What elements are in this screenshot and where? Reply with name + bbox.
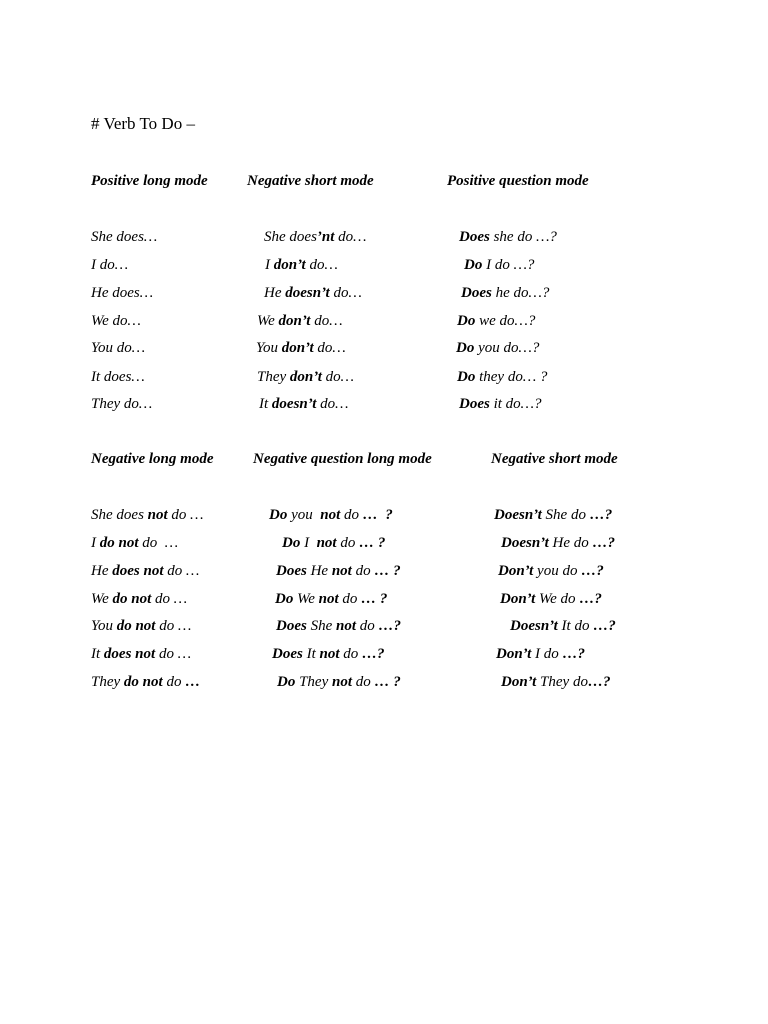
- conjugation-cell: [91, 228, 157, 246]
- bold-text-segment: Does: [459, 229, 490, 245]
- text-segment: We do: [535, 591, 580, 607]
- text-segment: I: [300, 535, 317, 551]
- text-segment: do: [352, 674, 375, 690]
- conjugation-cell: [265, 256, 338, 274]
- text-segment: we do…?: [475, 313, 536, 329]
- text-segment: You: [91, 618, 117, 634]
- conjugation-cell: [272, 645, 385, 663]
- text-segment: he do…?: [491, 285, 550, 301]
- column-header: Negative question long mode: [253, 451, 432, 467]
- text-segment: I: [265, 257, 274, 273]
- text-segment: He: [91, 563, 113, 579]
- bold-text-segment: …: [185, 674, 201, 690]
- conjugation-cell: [459, 395, 542, 413]
- bold-text-segment: Do: [269, 507, 288, 523]
- bold-text-segment: Don’t: [500, 591, 536, 607]
- column-header: Positive question mode: [447, 173, 589, 189]
- conjugation-cell: [496, 645, 585, 663]
- text-segment: do…: [310, 313, 343, 329]
- bold-text-segment: Don’t: [501, 674, 537, 690]
- bold-text-segment: … ?: [361, 591, 388, 607]
- bold-text-segment: Do: [457, 369, 476, 385]
- bold-text-segment: not: [332, 674, 353, 690]
- text-segment: you: [287, 507, 321, 523]
- conjugation-cell: [510, 617, 616, 635]
- bold-text-segment: Do: [277, 674, 296, 690]
- text-segment: do: [162, 674, 186, 690]
- conjugation-cell: [257, 312, 343, 330]
- text-segment: They: [295, 674, 333, 690]
- text-segment: I do: [531, 646, 563, 662]
- bold-text-segment: …?: [581, 563, 604, 579]
- bold-text-segment: not: [320, 507, 341, 523]
- conjugation-cell: [91, 590, 187, 608]
- text-segment: It: [302, 646, 320, 662]
- conjugation-cell: [91, 645, 191, 663]
- conjugation-cell: [269, 506, 393, 524]
- bold-text-segment: …?: [589, 507, 613, 523]
- text-segment: do…: [313, 340, 346, 356]
- text-segment: We: [293, 591, 319, 607]
- text-segment: It do: [557, 618, 594, 634]
- conjugation-cell: [500, 590, 602, 608]
- conjugation-cell: [259, 395, 348, 413]
- bold-text-segment: Don’t: [498, 563, 534, 579]
- text-segment: They do…: [91, 396, 153, 412]
- bold-text-segment: Do: [457, 313, 476, 329]
- bold-text-segment: do not: [123, 674, 163, 690]
- bold-text-segment: ’nt: [316, 229, 335, 245]
- document-title: # Verb To Do –: [91, 114, 195, 133]
- text-segment: They: [257, 369, 290, 385]
- text-segment: do …: [155, 618, 192, 634]
- bold-text-segment: not: [147, 507, 168, 523]
- conjugation-cell: [264, 228, 367, 246]
- bold-text-segment: …?: [593, 618, 616, 634]
- conjugation-cell: [501, 673, 610, 691]
- bold-text-segment: does not: [112, 563, 164, 579]
- text-segment: do: [339, 646, 363, 662]
- text-segment: do…: [316, 396, 349, 412]
- conjugation-cell: [282, 534, 385, 552]
- conjugation-cell: [501, 534, 615, 552]
- text-segment: We do…: [91, 313, 141, 329]
- conjugation-cell: [276, 617, 401, 635]
- text-segment: do: [336, 535, 360, 551]
- bold-text-segment: not: [336, 618, 357, 634]
- text-segment: They do: [536, 674, 588, 690]
- conjugation-cell: [91, 673, 200, 691]
- text-segment: She does…: [91, 229, 158, 245]
- conjugation-cell: [457, 312, 535, 330]
- conjugation-cell: [461, 284, 549, 302]
- bold-text-segment: do not: [116, 618, 156, 634]
- bold-text-segment: Do: [282, 535, 301, 551]
- bold-text-segment: …?: [362, 646, 385, 662]
- conjugation-cell: [275, 590, 387, 608]
- bold-text-segment: Do: [464, 257, 483, 273]
- conjugation-cell: [91, 534, 178, 552]
- bold-text-segment: Does: [461, 285, 492, 301]
- text-segment: you do: [533, 563, 582, 579]
- bold-text-segment: … ?: [359, 535, 386, 551]
- column-header: Negative long mode: [91, 451, 214, 467]
- text-segment: They: [91, 674, 124, 690]
- bold-text-segment: …?: [587, 674, 611, 690]
- bold-text-segment: Don’t: [496, 646, 532, 662]
- text-segment: It: [259, 396, 272, 412]
- text-segment: do…: [305, 257, 338, 273]
- text-segment: do …: [163, 563, 200, 579]
- bold-text-segment: Doesn’t: [501, 535, 549, 551]
- conjugation-cell: [91, 395, 152, 413]
- text-segment: It: [91, 646, 104, 662]
- bold-text-segment: …?: [592, 535, 616, 551]
- bold-text-segment: Do: [275, 591, 294, 607]
- bold-text-segment: Do: [456, 340, 475, 356]
- text-segment: do…: [321, 369, 354, 385]
- column-header: Negative short mode: [247, 173, 374, 189]
- text-segment: do: [356, 618, 379, 634]
- bold-text-segment: Does: [276, 618, 307, 634]
- bold-text-segment: don’t: [281, 340, 314, 356]
- bold-text-segment: doesn’t: [271, 396, 317, 412]
- bold-text-segment: Does: [272, 646, 303, 662]
- bold-text-segment: not: [316, 535, 337, 551]
- text-segment: they do… ?: [475, 369, 548, 385]
- bold-text-segment: … ?: [374, 674, 401, 690]
- conjugation-cell: [91, 368, 145, 386]
- bold-text-segment: …?: [562, 646, 586, 662]
- conjugation-cell: [457, 368, 547, 386]
- text-segment: He does…: [91, 285, 154, 301]
- bold-text-segment: doesn’t: [285, 285, 330, 301]
- text-segment: She does: [91, 507, 148, 523]
- bold-text-segment: …?: [579, 591, 602, 607]
- text-segment: do …: [151, 591, 188, 607]
- conjugation-cell: [91, 312, 141, 330]
- bold-text-segment: Does: [276, 563, 307, 579]
- column-header: Negative short mode: [491, 451, 618, 467]
- text-segment: do …: [155, 646, 192, 662]
- bold-text-segment: don’t: [273, 257, 306, 273]
- conjugation-cell: [257, 368, 354, 386]
- conjugation-cell: [91, 284, 153, 302]
- conjugation-cell: [91, 339, 145, 357]
- bold-text-segment: Doesn’t: [510, 618, 558, 634]
- text-segment: She do: [541, 507, 590, 523]
- text-segment: He: [264, 285, 286, 301]
- bold-text-segment: …?: [378, 618, 402, 634]
- bold-text-segment: does not: [103, 646, 156, 662]
- conjugation-cell: [91, 562, 199, 580]
- text-segment: I: [91, 535, 100, 551]
- text-segment: He do: [548, 535, 593, 551]
- text-segment: She does: [264, 229, 317, 245]
- text-segment: you do…?: [474, 340, 540, 356]
- bold-text-segment: not: [331, 563, 352, 579]
- bold-text-segment: do not: [112, 591, 152, 607]
- bold-text-segment: do not: [99, 535, 139, 551]
- column-header: Positive long mode: [91, 173, 208, 189]
- conjugation-cell: [91, 506, 204, 524]
- bold-text-segment: … ?: [374, 563, 401, 579]
- bold-text-segment: not: [318, 591, 339, 607]
- bold-text-segment: not: [319, 646, 340, 662]
- text-segment: do: [351, 563, 375, 579]
- conjugation-cell: [464, 256, 534, 274]
- conjugation-cell: [494, 506, 612, 524]
- conjugation-cell: [277, 673, 401, 691]
- bold-text-segment: Doesn’t: [494, 507, 542, 523]
- text-segment: I do…: [91, 257, 129, 273]
- text-segment: It does…: [91, 369, 145, 385]
- text-segment: she do …?: [489, 229, 557, 245]
- bold-text-segment: … ?: [362, 507, 393, 523]
- text-segment: do…: [334, 229, 367, 245]
- conjugation-cell: [459, 228, 557, 246]
- bold-text-segment: don’t: [289, 369, 322, 385]
- conjugation-cell: [256, 339, 346, 357]
- text-segment: do …: [167, 507, 204, 523]
- conjugation-cell: [456, 339, 539, 357]
- text-segment: She: [306, 618, 336, 634]
- conjugation-cell: [91, 256, 128, 274]
- text-segment: it do…?: [489, 396, 542, 412]
- bold-text-segment: Does: [459, 396, 490, 412]
- text-segment: do …: [138, 535, 179, 551]
- text-segment: do: [340, 507, 363, 523]
- text-segment: do…: [329, 285, 362, 301]
- text-segment: I do …?: [482, 257, 535, 273]
- bold-text-segment: don’t: [278, 313, 311, 329]
- text-segment: You do…: [91, 340, 146, 356]
- conjugation-cell: [498, 562, 604, 580]
- text-segment: do: [338, 591, 362, 607]
- text-segment: We: [91, 591, 113, 607]
- conjugation-cell: [264, 284, 362, 302]
- text-segment: He: [306, 563, 332, 579]
- text-segment: You: [256, 340, 282, 356]
- conjugation-cell: [276, 562, 401, 580]
- conjugation-cell: [91, 617, 191, 635]
- text-segment: We: [257, 313, 279, 329]
